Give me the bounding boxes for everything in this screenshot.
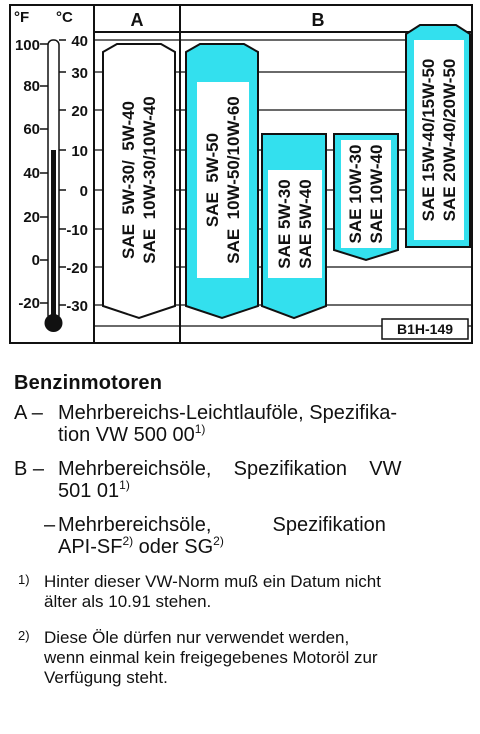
oil-bar-a-line2: SAE 10W-30/10W-40 [140, 96, 159, 264]
fahrenheit-tick: 20 [23, 209, 40, 226]
celsius-tick: 10 [71, 143, 88, 160]
fahrenheit-tick: 100 [14, 37, 40, 54]
legend-a-line2: tion VW 500 00 [58, 424, 195, 446]
oil-bar-b4-line1: SAE 15W-40/15W-50 [419, 58, 438, 222]
oil-bar-b1-line2: SAE 10W-50/10W-60 [224, 96, 243, 264]
legend-a-line1: Mehrbereichs-Leichtlauföle, Spezifika- [58, 402, 398, 424]
celsius-tick: -10 [66, 222, 88, 239]
footnote-ref-2: 2) [213, 534, 224, 548]
oil-bar-b3-line1: SAE 10W-30 [346, 144, 365, 244]
celsius-tick: 40 [71, 33, 88, 50]
footnote-ref-2: 2) [122, 534, 134, 548]
oil-bar-b3-line2: SAE 10W-40 [367, 144, 386, 244]
oil-bar-b1-line1: SAE 5W-50 [203, 132, 222, 228]
oil-bar-b2-line1: SAE 5W-30 [275, 179, 294, 269]
celsius-tick: -20 [66, 260, 88, 277]
fahrenheit-tick: 40 [23, 165, 40, 182]
oil-viscosity-diagram [0, 0, 480, 350]
footnote-2-line2: wenn einmal kein freigegebenes Motoröl zur [44, 648, 378, 667]
celsius-tick: -30 [66, 298, 88, 315]
legend-marker-b: B – [14, 458, 45, 480]
fahrenheit-tick: -20 [18, 295, 40, 312]
celsius-tick: 30 [71, 65, 88, 82]
oil-bar-a [103, 44, 175, 318]
footnote-2-line3: Verfügung steht. [44, 668, 168, 687]
fahrenheit-tick: 0 [31, 252, 40, 269]
legend-b2-line2b: oder SG [133, 536, 214, 558]
column-a-label: A [130, 10, 144, 30]
footnote-1-line1: Hinter dieser VW-Norm muß ein Datum nicht [44, 572, 381, 591]
reference-tag: B1H-149 [396, 321, 454, 337]
fahrenheit-tick: 60 [23, 121, 40, 138]
section-heading: Benzinmotoren [14, 372, 163, 394]
oil-bar-a-line1: SAE 5W-30/ 5W-40 [119, 100, 138, 260]
celsius-tick: 0 [79, 183, 88, 200]
footnote-1-line2: älter als 10.91 stehen. [44, 592, 212, 611]
column-b-label: B [311, 10, 325, 30]
fahrenheit-unit: °F [14, 9, 30, 26]
legend-b2-line2a: API-SF [58, 536, 123, 558]
footnote-ref-1: 1) [119, 478, 130, 492]
footnote-ref-1: 1) [194, 422, 206, 436]
legend-marker-dash: – [44, 514, 56, 536]
fahrenheit-tick: 80 [23, 78, 40, 95]
oil-bar-b4-line2: SAE 20W-40/20W-50 [440, 58, 459, 222]
celsius-unit: °C [56, 9, 73, 26]
oil-bar-b2-line2: SAE 5W-40 [296, 179, 315, 269]
footnote-1-marker: 1) [18, 572, 30, 587]
legend-b-line1: Mehrbereichsöle, Spezifikation VW [58, 458, 402, 480]
celsius-tick: 20 [71, 103, 88, 120]
footnote-2-line1: Diese Öle dürfen nur verwendet werden, [44, 628, 350, 647]
legend-marker-a: A – [14, 402, 43, 424]
footnote-2-marker: 2) [18, 628, 30, 643]
legend-b-line2: 501 01 [58, 480, 120, 502]
legend-b2-line1: Mehrbereichsöle, Spezifikation [58, 514, 386, 536]
